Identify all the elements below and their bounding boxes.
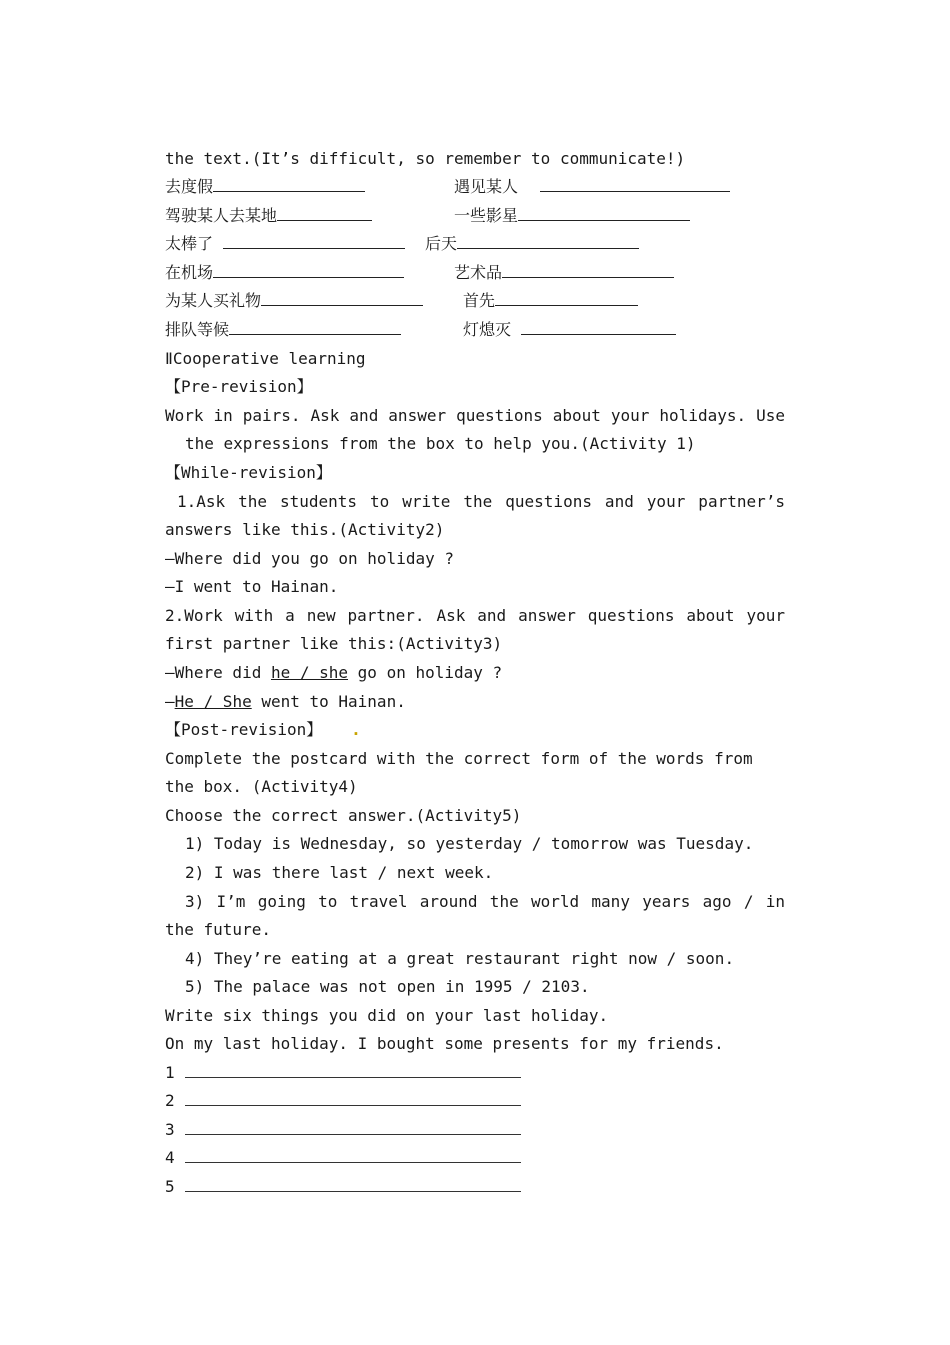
answer-blank[interactable] (185, 1173, 521, 1192)
while-revision-heading: 【While-revision】 (165, 463, 332, 482)
pre-revision-heading: 【Pre-revision】 (165, 377, 313, 396)
answer-blank[interactable] (185, 1087, 521, 1106)
stray-mark: . (351, 720, 361, 739)
question-item: 2) I was there last / next week. (185, 863, 494, 882)
vocab-label: 为某人买礼物 (165, 291, 262, 310)
choose-instruction: Choose the correct answer.(Activity5) (165, 806, 522, 825)
underlined-text: He / She (174, 692, 252, 711)
heading-text: 【Post-revision】 (165, 720, 323, 739)
vocab-item (165, 230, 405, 258)
answer-number: 4 (165, 1148, 175, 1167)
question-item-cont: the future. (165, 920, 271, 939)
post-revision-line: Complete the postcard with the correct form of the words from (165, 749, 753, 768)
vocab-label: 遇见某人 (454, 177, 519, 196)
while-item-2: 2.Work with a new partner. Ask and answer questions about your (165, 606, 785, 625)
vocab-item (165, 259, 404, 287)
question-item: 5) The palace was not open in 1995 / 2103. (185, 977, 590, 996)
example-sentence: On my last holiday. I bought some presents for my friends. (165, 1034, 724, 1053)
vocab-label: 灯熄灭 (463, 320, 512, 339)
vocab-label: 排队等候 (165, 320, 230, 339)
section-title: ⅡCooperative learning (165, 349, 366, 368)
answer-line (165, 1116, 521, 1144)
answer-line (165, 1173, 521, 1201)
vocab-label: 太棒了 (165, 234, 214, 253)
question-item: 1) Today is Wednesday, so yesterday / tomorrow was Tuesday. (185, 834, 754, 853)
vocab-item (425, 230, 639, 258)
vocab-item (165, 316, 401, 344)
text: — (165, 692, 175, 711)
example-question: —Where did you go on holiday ? (165, 549, 454, 568)
answer-line (165, 1087, 521, 1115)
fill-blank[interactable] (261, 287, 423, 306)
fill-blank[interactable] (495, 287, 638, 306)
example-question-2 (165, 659, 502, 687)
fill-blank[interactable] (223, 230, 405, 249)
vocab-row (165, 316, 765, 344)
pre-revision-line: Work in pairs. Ask and answer questions about your holidays. Use (165, 406, 785, 425)
vocab-item (454, 202, 690, 230)
answer-line (165, 1144, 521, 1172)
example-answer: —I went to Hainan. (165, 577, 339, 596)
answer-blank[interactable] (185, 1144, 521, 1163)
vocab-item (165, 173, 365, 201)
vocab-item (454, 173, 730, 201)
text: —Where did (165, 663, 271, 682)
fill-blank[interactable] (229, 316, 401, 335)
vocab-label: 驾驶某人去某地 (165, 206, 278, 225)
vocab-row (165, 202, 765, 230)
vocab-item (165, 202, 372, 230)
fill-blank[interactable] (518, 202, 690, 221)
fill-blank[interactable] (521, 316, 676, 335)
answer-number: 2 (165, 1091, 175, 1110)
fill-blank[interactable] (277, 202, 372, 221)
vocab-label: 首先 (463, 291, 496, 310)
vocab-label: 后天 (425, 234, 458, 253)
text: went to Hainan. (251, 692, 406, 711)
post-revision-line: the box. (Activity4) (165, 777, 358, 796)
fill-blank[interactable] (540, 173, 730, 192)
vocab-item (463, 287, 638, 315)
answer-blank[interactable] (185, 1116, 521, 1135)
vocab-row (165, 230, 765, 258)
vocab-label: 一些影星 (454, 206, 519, 225)
vocab-row (165, 259, 765, 287)
write-instruction: Write six things you did on your last holiday. (165, 1006, 609, 1025)
underlined-text: he / she (270, 663, 349, 682)
pre-revision-line: the expressions from the box to help you.(Activity 1) (185, 434, 696, 453)
question-item: 3) I’m going to travel around the world many years ago / in (185, 892, 785, 911)
text: go on holiday ? (348, 663, 503, 682)
answer-number: 5 (165, 1177, 175, 1196)
answer-line (165, 1059, 521, 1087)
answer-number: 1 (165, 1063, 175, 1082)
fill-blank[interactable] (457, 230, 639, 249)
while-item-1: 1.Ask the students to write the questions and your partner’s (177, 492, 785, 511)
vocab-item (463, 316, 676, 344)
vocab-item (165, 287, 423, 315)
intro-line: the text.(It’s difficult, so remember to communicate!) (165, 149, 686, 168)
vocab-label: 在机场 (165, 263, 214, 282)
fill-blank[interactable] (213, 259, 404, 278)
example-answer-2 (165, 688, 406, 716)
post-revision-heading (165, 716, 361, 744)
answer-blank[interactable] (185, 1059, 521, 1078)
question-item: 4) They’re eating at a great restaurant right now / soon. (185, 949, 735, 968)
vocab-label: 去度假 (165, 177, 214, 196)
while-item-1-cont: answers like this.(Activity2) (165, 520, 445, 539)
while-item-2-cont: first partner like this:(Activity3) (165, 634, 503, 653)
vocab-item (454, 259, 674, 287)
vocab-label: 艺术品 (454, 263, 503, 282)
answer-number: 3 (165, 1120, 175, 1139)
vocab-row (165, 287, 765, 315)
fill-blank[interactable] (502, 259, 674, 278)
fill-blank[interactable] (213, 173, 365, 192)
vocab-row (165, 173, 765, 201)
